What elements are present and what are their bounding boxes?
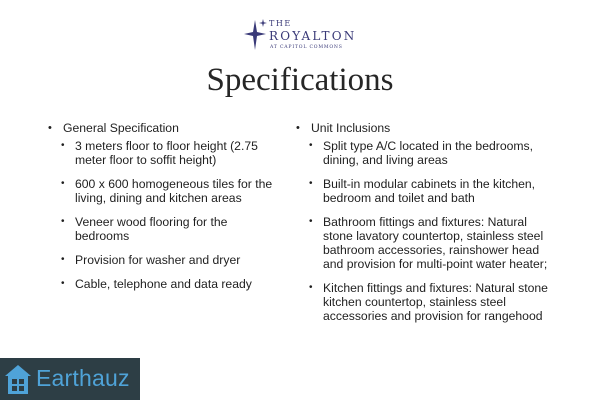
watermark-text: Earthauz — [36, 365, 130, 391]
general-specification-list — [61, 139, 273, 291]
list-item: • Bathroom fittings and fixtures: Natural stone lavatory countertop, stainless steel bathroom accessories, rainshower head and provision for multi-point water heater; — [309, 215, 551, 271]
royalton-logo — [243, 18, 363, 54]
logo-subtitle-text: AT CAPITOL COMMONS — [270, 45, 343, 50]
list-item: • Built-in modular cabinets in the kitchen, bedroom and toilet and bath — [309, 177, 551, 205]
house-icon — [3, 362, 33, 396]
logo-the-text: THE — [269, 19, 292, 28]
list-item: • Kitchen fittings and fixtures: Natural stone kitchen countertop, stainless steel accessories and provision for rangehood — [309, 281, 551, 323]
list-item: • 3 meters floor to floor height (2.75 meter floor to soffit height) — [61, 139, 273, 167]
list-item: • Split type A/C located in the bedrooms, dining, and living areas — [309, 139, 551, 167]
page-title: Specifications — [206, 62, 394, 98]
logo-name-text: ROYALTON — [269, 29, 357, 43]
general-specification-heading: • General Specification — [48, 121, 273, 135]
list-item: • Veneer wood flooring for the bedrooms — [61, 215, 273, 243]
star-icon — [243, 18, 267, 52]
earthauz-watermark — [0, 358, 140, 400]
list-item: • Provision for washer and dryer — [61, 253, 273, 267]
list-item: • Cable, telephone and data ready — [61, 277, 273, 291]
unit-inclusions-column — [296, 121, 551, 333]
list-item: • 600 x 600 homogeneous tiles for the living, dining and kitchen areas — [61, 177, 273, 205]
unit-inclusions-list — [309, 139, 551, 323]
unit-inclusions-heading: • Unit Inclusions — [296, 121, 551, 135]
general-specification-column — [48, 121, 273, 301]
